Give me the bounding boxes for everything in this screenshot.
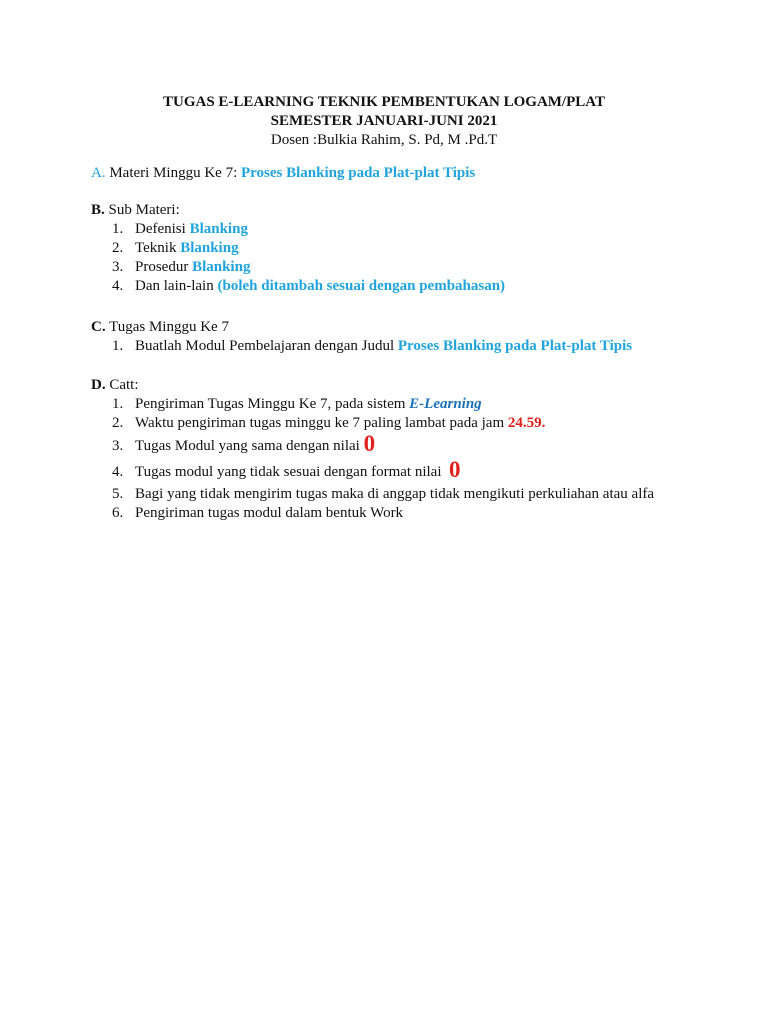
list-number: 2. [112, 415, 124, 431]
list-item [91, 485, 654, 504]
list-number: 1. [112, 338, 124, 354]
list-text: Pengiriman tugas modul dalam bentuk Work [135, 505, 404, 521]
section-c-title [91, 318, 632, 337]
list-text: Teknik [135, 240, 181, 256]
list-number: 3. [112, 259, 124, 275]
list-text: Pengiriman Tugas Minggu Ke 7, pada sistem [135, 396, 410, 412]
section-a-title [91, 164, 475, 183]
section-d-list [91, 395, 654, 523]
section-b [91, 201, 505, 296]
list-item [91, 220, 505, 239]
section-a-label: Materi Minggu Ke 7: [105, 165, 241, 181]
list-item [91, 459, 654, 485]
section-d-letter: D. [91, 377, 106, 393]
list-text: Bagi yang tidak mengirim tugas maka di anggap tidak mengikuti perkuliahan atau alfa [135, 486, 655, 502]
list-highlight: Blanking [192, 259, 251, 275]
list-text: Defenisi [135, 221, 190, 237]
list-text: Prosedur [135, 259, 193, 275]
list-highlight: E-Learning [409, 396, 482, 412]
section-c-label: Tugas Minggu Ke 7 [105, 319, 229, 335]
list-highlight: Blanking [180, 240, 239, 256]
document-title: TUGAS E-LEARNING TEKNIK PEMBENTUKAN LOGAM/PLAT [163, 94, 605, 110]
list-text: Tugas Modul yang sama dengan nilai [135, 438, 364, 454]
list-highlight: 24.59. [507, 415, 546, 431]
list-item [91, 258, 505, 277]
section-a [91, 164, 475, 183]
list-item [91, 433, 654, 459]
section-c [91, 318, 632, 356]
list-item [91, 504, 654, 523]
list-item [91, 337, 632, 356]
list-number: 4. [112, 278, 124, 294]
list-item [91, 239, 505, 258]
section-c-letter: C. [91, 319, 106, 335]
section-b-label: Sub Materi: [104, 202, 180, 218]
section-d [91, 376, 654, 523]
score-zero: 0 [448, 457, 461, 482]
list-number: 4. [112, 464, 124, 480]
document-header [0, 93, 768, 150]
list-highlight: Blanking [189, 221, 248, 237]
section-b-title [91, 201, 505, 220]
list-item [91, 395, 654, 414]
section-a-topic: Proses Blanking pada Plat-plat Tipis [241, 165, 476, 181]
section-b-letter: B. [91, 202, 105, 218]
list-number: 2. [112, 240, 124, 256]
semester-line: SEMESTER JANUARI-JUNI 2021 [270, 113, 498, 129]
section-a-letter: A. [91, 165, 106, 181]
list-text: Waktu pengiriman tugas minggu ke 7 paling lambat pada jam [135, 415, 508, 431]
list-highlight: Proses Blanking pada Plat-plat Tipis [397, 338, 633, 354]
list-number: 1. [112, 396, 124, 412]
list-number: 6. [112, 505, 124, 521]
section-c-list [91, 337, 632, 356]
section-d-title [91, 376, 654, 395]
list-highlight: (boleh ditambah sesuai dengan pembahasan) [217, 278, 506, 294]
lecturer-line: Dosen :Bulkia Rahim, S. Pd, M .Pd.T [270, 132, 498, 148]
list-number: 5. [112, 486, 124, 502]
list-number: 3. [112, 438, 124, 454]
list-text: Tugas modul yang tidak sesuai dengan format nilai [135, 464, 449, 480]
list-text: Buatlah Modul Pembelajaran dengan Judul [135, 338, 398, 354]
section-d-label: Catt: [105, 377, 139, 393]
section-b-list [91, 220, 505, 296]
list-text: Dan lain-lain [135, 278, 218, 294]
score-zero: 0 [363, 431, 376, 456]
list-item [91, 277, 505, 296]
list-number: 1. [112, 221, 124, 237]
